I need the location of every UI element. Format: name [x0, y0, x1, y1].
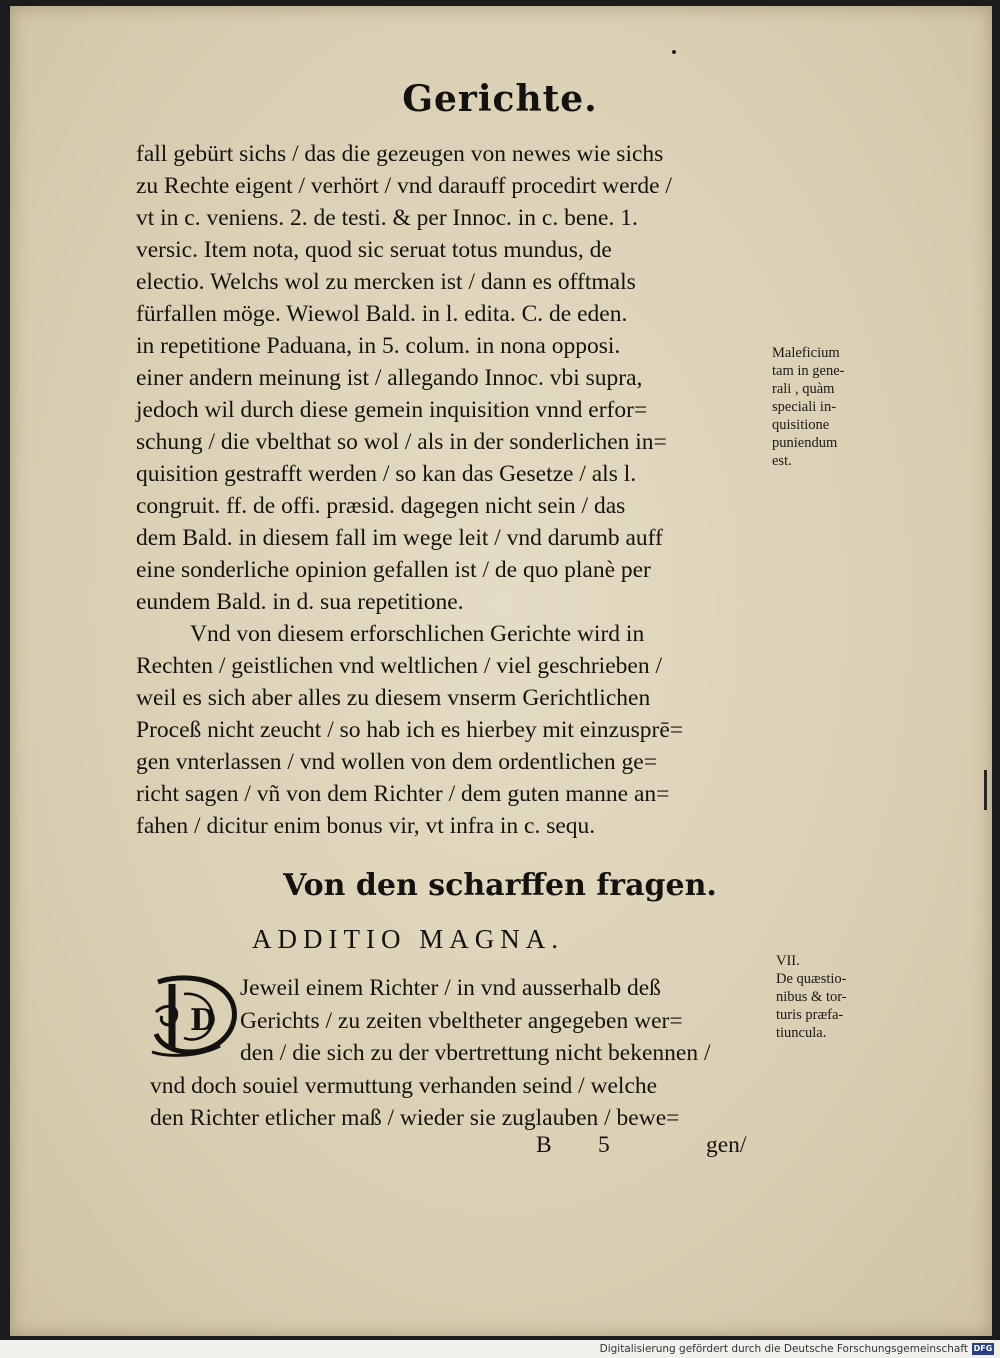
text-line: weil es sich aber alles zu diesem vnserm Gerichtlichen	[136, 685, 651, 711]
margin-note-line: turis præfa-	[776, 1007, 844, 1023]
margin-note-line: De quæstio-	[776, 971, 847, 987]
signature-mark: B	[536, 1132, 552, 1158]
text-line: zu Rechte eigent / verhört / vnd darauff procedirt werde /	[136, 173, 672, 199]
text-line: congruit. ff. de offi. præsid. dagegen nicht sein / das	[136, 493, 626, 519]
dfg-logo-icon: DFG	[973, 1344, 993, 1353]
margin-note-line: rali , quàm	[772, 381, 835, 397]
text-line: jedoch wil durch diese gemein inquisition vnnd erfor=	[136, 397, 648, 423]
text-line: vt in c. veniens. 2. de testi. & per Innoc. in c. bene. 1.	[136, 205, 638, 231]
text-line: Vnd von diesem erforschlichen Gerichte wird in	[190, 621, 645, 647]
margin-note-line: tam in gene-	[772, 363, 845, 379]
margin-note-line: est.	[772, 453, 792, 469]
dropcap-letter: D	[190, 1003, 217, 1038]
text-line: vnd doch souiel vermuttung verhanden seind / welche	[150, 1072, 658, 1099]
footer-bar	[0, 1340, 1000, 1358]
margin-note-line: Maleficium	[772, 345, 840, 361]
text-line: eundem Bald. in d. sua repetitione.	[136, 589, 464, 615]
ink-dot	[672, 50, 676, 54]
text-line: fürfallen möge. Wiewol Bald. in l. edita. C. de eden.	[136, 301, 628, 327]
text-line: gen vnterlassen / vnd wollen von dem ordentlichen ge=	[136, 749, 657, 775]
text-line: electio. Welchs wol zu mercken ist / dann es offtmals	[136, 269, 636, 295]
margin-note-line: VII.	[776, 953, 800, 969]
text-line: den Richter etlicher maß / wieder sie zuglauben / bewe=	[150, 1105, 680, 1131]
text-line: Rechten / geistlichen vnd weltlichen / viel geschrieben /	[136, 653, 662, 679]
section-text-block	[150, 972, 770, 1135]
section-title: Von den scharffen fragen.	[283, 868, 717, 903]
page-edge-mark	[984, 770, 987, 810]
section-subhead: ADDITIO MAGNA.	[252, 924, 564, 954]
catchword: gen/	[706, 1132, 747, 1158]
page-foot	[536, 1132, 766, 1166]
footer-credit: Digitalisierung gefördert durch die Deutsche Forschungsgemeinschaft	[599, 1343, 968, 1355]
margin-note-line: puniendum	[772, 435, 838, 451]
text-line: richt sagen / vñ von dem Richter / dem guten manne an=	[136, 781, 670, 807]
text-line: eine sonderliche opinion gefallen ist / de quo planè per	[136, 557, 651, 583]
text-line: schung / die vbelthat so wol / als in der sonderlichen in=	[136, 429, 667, 455]
margin-note-line: tiuncula.	[776, 1025, 827, 1041]
text-line: dem Bald. in diesem fall im wege leit / vnd darumb auff	[136, 525, 663, 551]
text-line: Gerichts / zu zeiten vbeltheter angegeben wer=	[240, 1007, 683, 1034]
main-text-block	[136, 138, 766, 842]
text-line: quisition gestrafft werden / so kan das Gesetze / als l.	[136, 461, 637, 487]
margin-note-line: speciali in-	[772, 399, 837, 415]
margin-note-line: nibus & tor-	[776, 989, 847, 1005]
margin-note-chapter	[776, 952, 847, 1042]
text-line: fall gebürt sichs / das die gezeugen von newes wie sichs	[136, 141, 664, 167]
text-line: Proceß nicht zeucht / so hab ich es hierbey mit einzusprē=	[136, 717, 684, 743]
margin-note-maleficium	[772, 344, 844, 470]
text-line: Jeweil einem Richter / in vnd ausserhalb deß	[240, 975, 661, 1001]
running-head: Gerichte.	[402, 78, 598, 120]
text-line: versic. Item nota, quod sic seruat totus mundus, de	[136, 237, 612, 263]
text-line: den / die sich zu der vbertrettung nicht bekennen /	[240, 1040, 711, 1066]
text-line: in repetitione Paduana, in 5. colum. in nona opposi.	[136, 333, 621, 359]
margin-note-line: quisitione	[772, 417, 830, 433]
text-line: einer andern meinung ist / allegando Innoc. vbi supra,	[136, 365, 643, 391]
text-line: fahen / dicitur enim bonus vir, vt infra in c. sequ.	[136, 813, 596, 839]
page-number: 5	[598, 1132, 610, 1158]
